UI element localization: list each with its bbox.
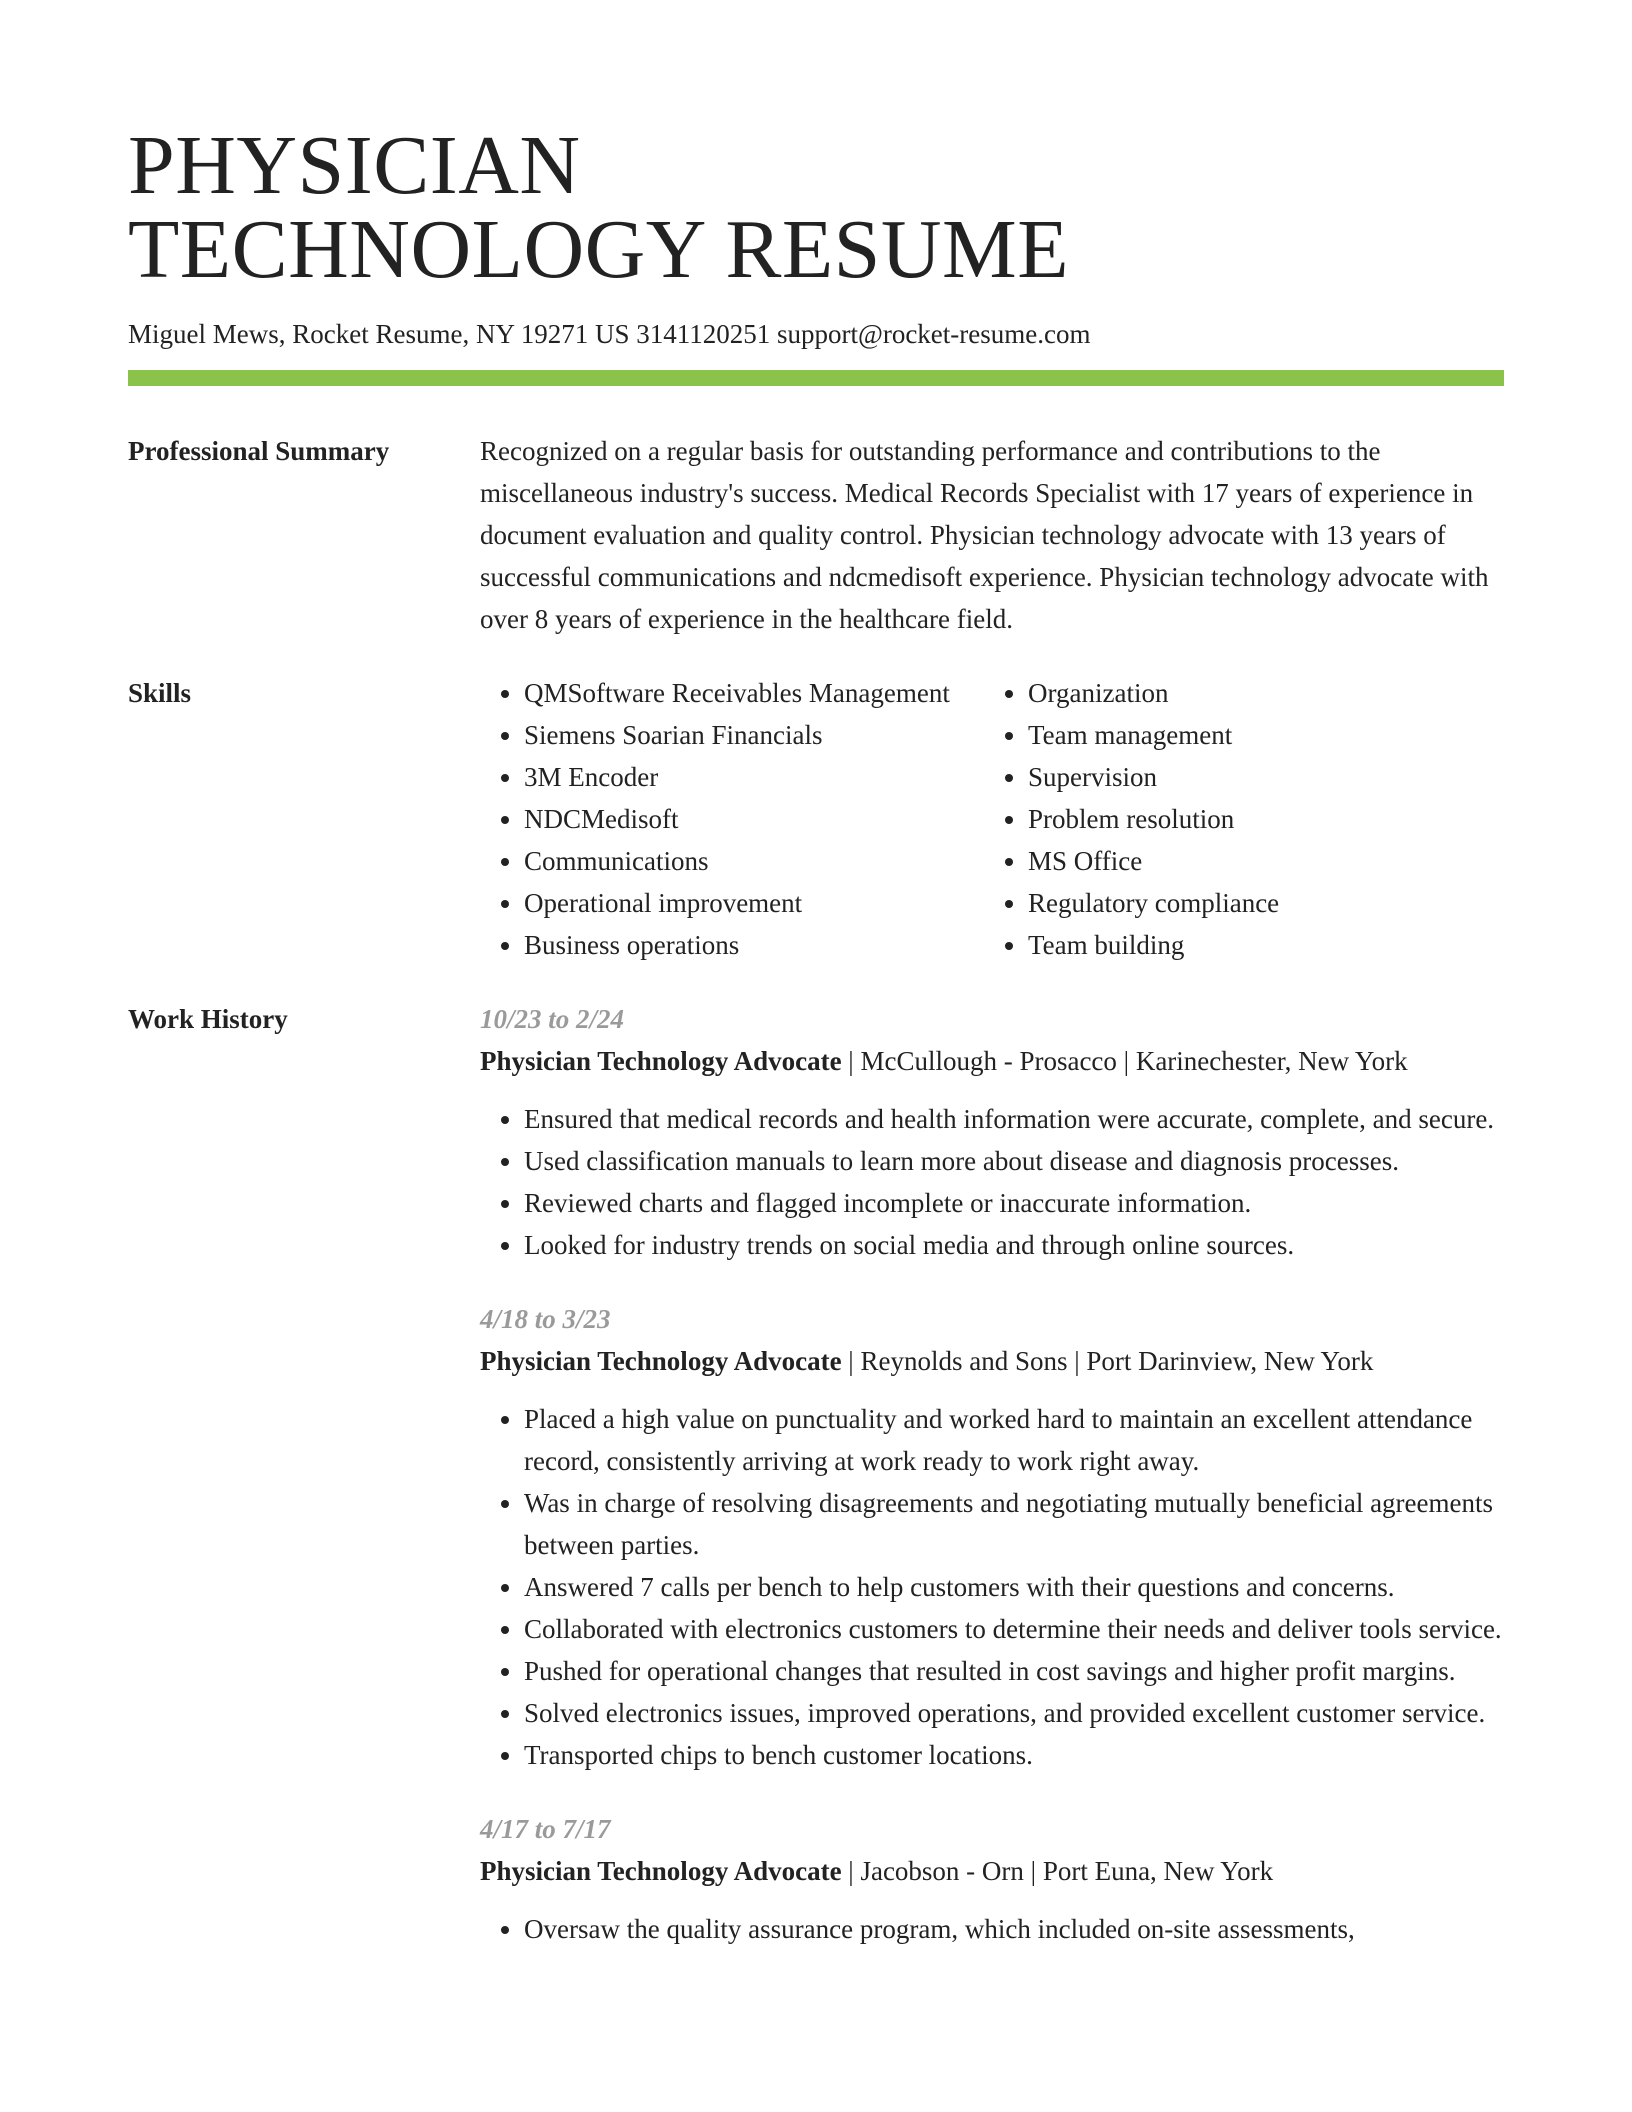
skill-item: • Organization <box>1028 672 1279 714</box>
job-bullet: • Collaborated with electronics customers to determine their needs and deliver tools service. <box>524 1608 1504 1650</box>
job-dates: 4/17 to 7/17 <box>480 1814 611 1844</box>
job-employer-location: | McCullough - Prosacco | Karinechester, New York <box>841 1046 1408 1076</box>
summary-body <box>480 430 1504 640</box>
job-bullet: • Was in charge of resolving disagreements and negotiating mutually beneficial agreements between parties. <box>524 1482 1504 1566</box>
job-bullet: • Transported chips to bench customer locations. <box>524 1734 1504 1776</box>
resume-title-line-1: PHYSICIAN <box>128 119 581 212</box>
job-bullet: • Reviewed charts and flagged incomplete or inaccurate information. <box>524 1182 1504 1224</box>
skill-item: • Regulatory compliance <box>1028 882 1279 924</box>
skills-list-column-1 <box>480 672 984 966</box>
job-dates: 4/18 to 3/23 <box>480 1304 611 1334</box>
job-title: Physician Technology Advocate <box>480 1046 842 1076</box>
work-history-body <box>480 998 1504 1982</box>
job-entry <box>480 1298 1504 1776</box>
skill-item: • QMSoftware Receivables Management <box>524 672 984 714</box>
section-label-skills: Skills <box>128 678 192 708</box>
skill-item: • Team management <box>1028 714 1279 756</box>
accent-divider <box>128 370 1504 386</box>
skill-item: • Team building <box>1028 924 1279 966</box>
skill-item: • Business operations <box>524 924 984 966</box>
job-bullet-list <box>480 1098 1504 1266</box>
job-title: Physician Technology Advocate <box>480 1346 842 1376</box>
work-history-section <box>128 998 1504 1982</box>
job-title: Physician Technology Advocate <box>480 1856 842 1886</box>
skill-item: • NDCMedisoft <box>524 798 984 840</box>
job-bullet-list <box>480 1398 1504 1776</box>
job-bullet: • Looked for industry trends on social media and through online sources. <box>524 1224 1504 1266</box>
job-employer-location: | Reynolds and Sons | Port Darinview, New York <box>841 1346 1374 1376</box>
job-entry <box>480 998 1504 1266</box>
contact-info: Miguel Mews, Rocket Resume, NY 19271 US 3141120251 support@rocket-resume.com <box>128 319 1091 349</box>
skill-item: • Supervision <box>1028 756 1279 798</box>
skill-item: • Problem resolution <box>1028 798 1279 840</box>
job-bullet-list <box>480 1908 1504 1950</box>
job-bullet: • Placed a high value on punctuality and worked hard to maintain an excellent attendance record, consistently arriving at work ready to work right away. <box>524 1398 1504 1482</box>
section-label-work-history: Work History <box>128 1004 288 1034</box>
job-bullet: • Pushed for operational changes that resulted in cost savings and higher profit margins. <box>524 1650 1504 1692</box>
skill-item: • Operational improvement <box>524 882 984 924</box>
professional-summary-section <box>128 430 1504 640</box>
skills-list-column-2 <box>984 672 1279 966</box>
section-label-summary: Professional Summary <box>128 436 390 466</box>
job-bullet: • Answered 7 calls per bench to help customers with their questions and concerns. <box>524 1566 1504 1608</box>
skills-columns <box>480 672 1504 966</box>
skill-item: • Siemens Soarian Financials <box>524 714 984 756</box>
resume-title-line-2: TECHNOLOGY RESUME <box>128 203 1070 296</box>
skill-item: • Communications <box>524 840 984 882</box>
job-bullet: • Solved electronics issues, improved operations, and provided excellent customer service. <box>524 1692 1504 1734</box>
job-heading <box>480 1850 1504 1892</box>
job-entry <box>480 1808 1504 1950</box>
job-heading <box>480 1340 1504 1382</box>
job-employer-location: | Jacobson - Orn | Port Euna, New York <box>841 1856 1274 1886</box>
resume-title <box>128 0 1504 296</box>
skill-item: • 3M Encoder <box>524 756 984 798</box>
job-heading <box>480 1040 1504 1082</box>
job-dates: 10/23 to 2/24 <box>480 1004 625 1034</box>
resume-page <box>128 0 1504 1982</box>
skill-item: • MS Office <box>1028 840 1279 882</box>
job-bullet: • Oversaw the quality assurance program, which included on-site assessments, <box>524 1908 1504 1950</box>
job-bullet: • Used classification manuals to learn more about disease and diagnosis processes. <box>524 1140 1504 1182</box>
job-bullet: • Ensured that medical records and health information were accurate, complete, and secure. <box>524 1098 1504 1140</box>
skills-section <box>128 672 1504 966</box>
summary-text: Recognized on a regular basis for outstanding performance and contributions to the miscellaneous industry's success. Medical Records Specialist with 17 years of experience in document evaluation and quality control. Physician technology advocate with 13 years of successful communications and ndcmedisoft experience. Physician technology advocate with over 8 years of experience in the healthcare field. <box>480 436 1489 634</box>
